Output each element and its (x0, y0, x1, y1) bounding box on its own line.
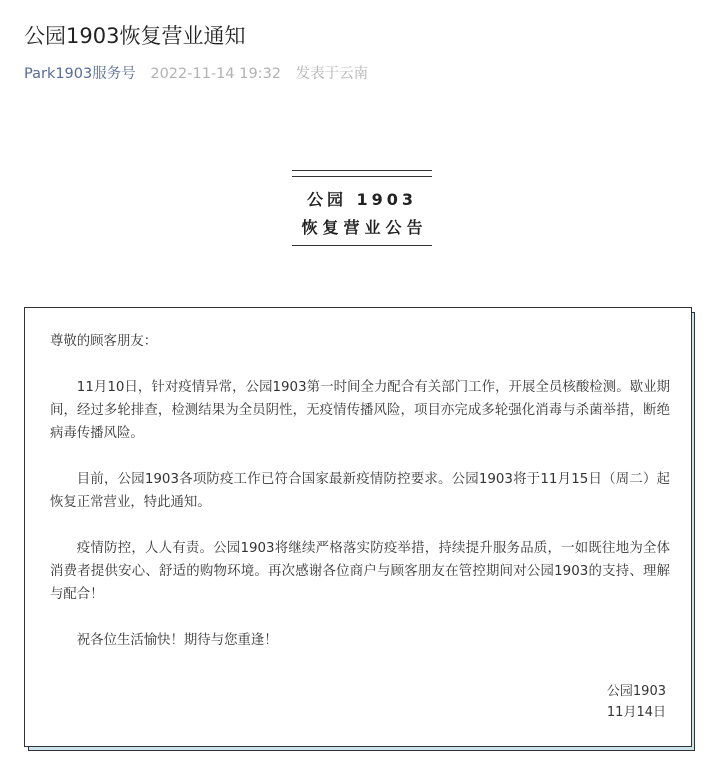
notice-content (50, 330, 670, 675)
notice-paragraph: 目前，公园1903各项防疫工作已符合国家最新疫情防控要求。公园1903将于11月15日（周二）起恢复正常营业，特此通知。 (50, 472, 670, 510)
heading-divider-bottom (292, 245, 432, 246)
notice-signature: 公园1903 (606, 684, 666, 699)
notice-date: 11月14日 (606, 705, 666, 720)
notice-card (24, 307, 692, 747)
article-meta (24, 64, 368, 84)
heading-line-1: 公园 1903 (306, 190, 418, 209)
heading-divider-top-second (292, 176, 432, 177)
article-title: 公园1903恢复营业通知 (24, 24, 246, 48)
notice-greeting: 尊敬的顾客朋友： (50, 334, 158, 349)
notice-paragraph: 疫情防控，人人有责。公园1903将继续严格落实防疫举措，持续提升服务品质，一如既往地为全体消费者提供安心、舒适的购物环境。再次感谢各位商户与顾客朋友在管控期间对公园1903的支持、理解与配合！ (50, 541, 670, 602)
notice-paragraph: 11月10日，针对疫情异常，公园1903第一时间全力配合有关部门工作，开展全员核酸检测。歇业期间，经过多轮排查，检测结果为全员阴性，无疫情传播风险，项目亦完成多轮强化消毒与杀菌举措，断绝病毒传播风险。 (50, 380, 670, 441)
account-name-link[interactable]: Park1903服务号 (24, 66, 136, 82)
publish-time: 2022-11-14 19:32 (150, 66, 282, 82)
notice-signature-block (607, 681, 666, 723)
notice-paragraph: 祝各位生活愉快！期待与您重逢！ (76, 633, 278, 648)
publish-location: 发表于云南 (295, 66, 369, 82)
heading-line-2: 恢复营业公告 (301, 218, 428, 237)
heading-divider-top (292, 170, 432, 171)
